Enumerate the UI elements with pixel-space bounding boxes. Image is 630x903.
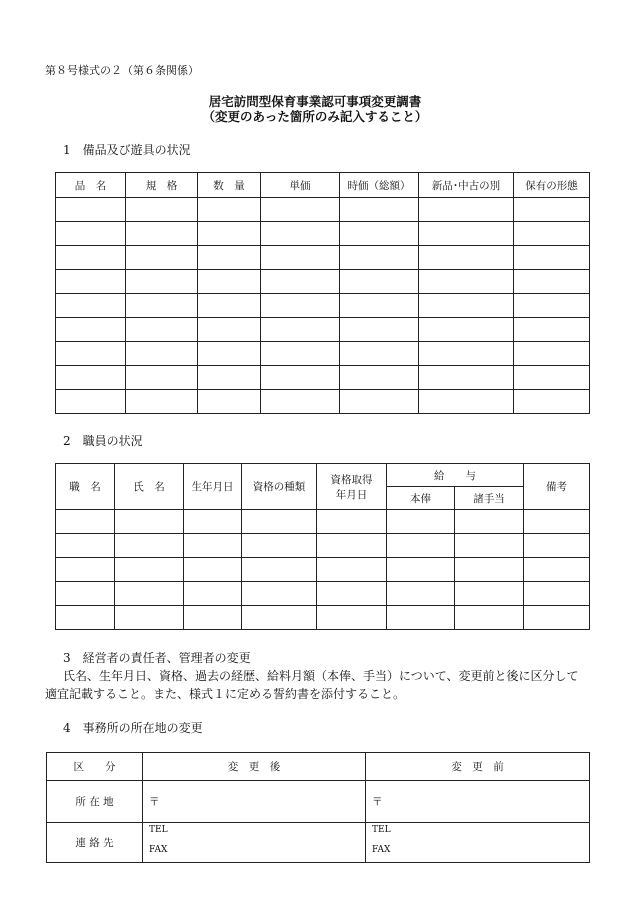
col-item-name: 品 名 bbox=[56, 173, 126, 198]
col-job-title: 職 名 bbox=[56, 464, 115, 510]
table-cell[interactable] bbox=[184, 558, 242, 582]
table-row bbox=[56, 294, 590, 318]
table-cell[interactable] bbox=[115, 558, 184, 582]
table-cell[interactable] bbox=[524, 606, 590, 630]
table-row bbox=[56, 558, 590, 582]
table-cell[interactable] bbox=[340, 246, 419, 270]
tel-label: TEL bbox=[372, 825, 391, 835]
table-cell[interactable] bbox=[126, 390, 198, 414]
table-row bbox=[56, 534, 590, 558]
table-cell[interactable] bbox=[317, 510, 387, 534]
col-name: 氏 名 bbox=[115, 464, 184, 510]
table-cell[interactable] bbox=[317, 534, 387, 558]
table-cell[interactable] bbox=[56, 366, 126, 390]
table-cell[interactable] bbox=[198, 294, 261, 318]
table-cell[interactable] bbox=[56, 606, 115, 630]
table-cell[interactable] bbox=[514, 270, 590, 294]
table-row bbox=[56, 606, 590, 630]
table-cell[interactable] bbox=[524, 558, 590, 582]
table-cell[interactable] bbox=[184, 582, 242, 606]
section3-heading: 3 経営者の責任者、管理者の変更 bbox=[63, 651, 251, 665]
table-cell[interactable] bbox=[198, 390, 261, 414]
table-row bbox=[56, 510, 590, 534]
table-row bbox=[56, 342, 590, 366]
table-cell[interactable] bbox=[261, 270, 340, 294]
table-cell[interactable] bbox=[56, 198, 126, 222]
tel-label: TEL bbox=[149, 825, 168, 835]
col-before-change: 変 更 前 bbox=[366, 753, 590, 781]
table-cell[interactable] bbox=[524, 510, 590, 534]
table-row bbox=[56, 318, 590, 342]
col-quantity: 数 量 bbox=[198, 173, 261, 198]
table-cell[interactable] bbox=[126, 342, 198, 366]
contact-label: 連 絡 先 bbox=[47, 823, 143, 863]
table-cell[interactable] bbox=[56, 342, 126, 366]
address-label: 所 在 地 bbox=[47, 781, 143, 823]
address-after-field[interactable] bbox=[143, 781, 366, 823]
col-after-change: 変 更 後 bbox=[143, 753, 366, 781]
table-cell[interactable] bbox=[126, 294, 198, 318]
table-cell[interactable] bbox=[56, 270, 126, 294]
table-cell[interactable] bbox=[198, 318, 261, 342]
section4-heading: 4 事務所の所在地の変更 bbox=[63, 721, 203, 735]
table-cell[interactable] bbox=[524, 534, 590, 558]
table-row bbox=[56, 198, 590, 222]
postal-mark: 〒 bbox=[372, 796, 383, 808]
section1-heading: 1 備品及び遊具の状況 bbox=[63, 143, 191, 157]
table-cell[interactable] bbox=[56, 558, 115, 582]
table-cell[interactable] bbox=[514, 294, 590, 318]
table-cell[interactable] bbox=[56, 246, 126, 270]
table-cell[interactable] bbox=[340, 342, 419, 366]
table-cell[interactable] bbox=[184, 534, 242, 558]
table-cell[interactable] bbox=[419, 222, 514, 246]
table-cell[interactable] bbox=[317, 582, 387, 606]
table-cell[interactable] bbox=[514, 246, 590, 270]
col-qualification-type: 資格の種類 bbox=[242, 464, 317, 510]
table-cell[interactable] bbox=[56, 390, 126, 414]
table-cell[interactable] bbox=[56, 294, 126, 318]
table-cell[interactable] bbox=[261, 294, 340, 318]
table-cell[interactable] bbox=[524, 582, 590, 606]
table-cell[interactable] bbox=[56, 222, 126, 246]
table-row bbox=[56, 270, 590, 294]
table-cell[interactable] bbox=[115, 510, 184, 534]
table-cell[interactable] bbox=[126, 366, 198, 390]
table-cell[interactable] bbox=[419, 270, 514, 294]
table-cell[interactable] bbox=[126, 318, 198, 342]
table-cell[interactable] bbox=[387, 606, 455, 630]
table-cell[interactable] bbox=[261, 366, 340, 390]
table-cell[interactable] bbox=[387, 510, 455, 534]
table-header-row bbox=[47, 753, 590, 781]
table-cell[interactable] bbox=[184, 510, 242, 534]
col-unit-price: 単価 bbox=[261, 173, 340, 198]
form-number: 第８号様式の２（第６条関係） bbox=[45, 64, 199, 77]
table-cell[interactable] bbox=[198, 246, 261, 270]
contact-row bbox=[47, 823, 590, 863]
table-cell[interactable] bbox=[340, 222, 419, 246]
contact-before-field[interactable] bbox=[366, 823, 590, 863]
table-cell[interactable] bbox=[419, 318, 514, 342]
section2-heading: 2 職員の状況 bbox=[63, 434, 143, 448]
table-cell[interactable] bbox=[198, 270, 261, 294]
table-cell[interactable] bbox=[198, 198, 261, 222]
col-new-used: 新品･中古の別 bbox=[419, 173, 514, 198]
table-cell[interactable] bbox=[126, 246, 198, 270]
table-cell[interactable] bbox=[56, 318, 126, 342]
table-cell[interactable] bbox=[126, 222, 198, 246]
table-row bbox=[56, 366, 590, 390]
table-cell[interactable] bbox=[242, 582, 317, 606]
table-cell[interactable] bbox=[387, 558, 455, 582]
col-salary: 給 与 bbox=[387, 464, 524, 487]
col-remarks: 備考 bbox=[524, 464, 590, 510]
table-cell[interactable] bbox=[455, 582, 524, 606]
table-cell[interactable] bbox=[126, 270, 198, 294]
table-cell[interactable] bbox=[261, 390, 340, 414]
table-cell[interactable] bbox=[419, 246, 514, 270]
staff-table bbox=[55, 463, 590, 630]
fax-label: FAX bbox=[372, 845, 391, 855]
section3-body: 氏名、生年月日、資格、過去の経歴、給料月額（本俸、手当）について、変更前と後に区分して適宜記載すること。また、様式１に定める誓約書を添付すること。 bbox=[45, 669, 579, 701]
office-location-table bbox=[46, 752, 590, 863]
qual-date-line2: 年月日 bbox=[335, 488, 368, 501]
table-header-row bbox=[56, 464, 590, 487]
table-cell[interactable] bbox=[340, 270, 419, 294]
table-cell[interactable] bbox=[317, 558, 387, 582]
table-cell[interactable] bbox=[514, 366, 590, 390]
table-cell[interactable] bbox=[56, 534, 115, 558]
table-cell[interactable] bbox=[340, 318, 419, 342]
table-cell[interactable] bbox=[340, 198, 419, 222]
table-cell[interactable] bbox=[387, 534, 455, 558]
table-cell[interactable] bbox=[56, 510, 115, 534]
table-cell[interactable] bbox=[261, 198, 340, 222]
col-birthdate: 生年月日 bbox=[184, 464, 242, 510]
table-row bbox=[56, 390, 590, 414]
table-cell[interactable] bbox=[514, 222, 590, 246]
col-spec: 規 格 bbox=[126, 173, 198, 198]
table-cell[interactable] bbox=[514, 390, 590, 414]
table-cell[interactable] bbox=[340, 294, 419, 318]
table-cell[interactable] bbox=[198, 342, 261, 366]
table-cell[interactable] bbox=[126, 198, 198, 222]
table-cell[interactable] bbox=[455, 534, 524, 558]
table-cell[interactable] bbox=[184, 606, 242, 630]
table-cell[interactable] bbox=[317, 606, 387, 630]
table-cell[interactable] bbox=[455, 510, 524, 534]
table-cell[interactable] bbox=[56, 582, 115, 606]
col-qualification-date bbox=[317, 464, 387, 510]
table-cell[interactable] bbox=[242, 558, 317, 582]
equipment-table bbox=[55, 172, 590, 414]
table-cell[interactable] bbox=[419, 198, 514, 222]
table-row bbox=[56, 246, 590, 270]
address-before-field[interactable] bbox=[366, 781, 590, 823]
table-cell[interactable] bbox=[261, 318, 340, 342]
table-cell[interactable] bbox=[242, 534, 317, 558]
document-title: 居宅訪問型保育事業認可事項変更調書 bbox=[208, 94, 422, 109]
table-cell[interactable] bbox=[455, 558, 524, 582]
table-cell[interactable] bbox=[514, 198, 590, 222]
table-cell[interactable] bbox=[419, 294, 514, 318]
table-cell[interactable] bbox=[419, 390, 514, 414]
col-category: 区 分 bbox=[47, 753, 143, 781]
table-header-row bbox=[56, 173, 590, 198]
table-cell[interactable] bbox=[261, 342, 340, 366]
table-cell[interactable] bbox=[115, 582, 184, 606]
table-row bbox=[56, 582, 590, 606]
fax-label: FAX bbox=[149, 845, 168, 855]
table-cell[interactable] bbox=[115, 534, 184, 558]
address-row bbox=[47, 781, 590, 823]
col-market-value: 時価（総額） bbox=[340, 173, 419, 198]
table-row bbox=[56, 222, 590, 246]
table-cell[interactable] bbox=[242, 510, 317, 534]
contact-after-field[interactable] bbox=[143, 823, 366, 863]
table-cell[interactable] bbox=[419, 366, 514, 390]
postal-mark: 〒 bbox=[149, 796, 160, 808]
table-cell[interactable] bbox=[261, 222, 340, 246]
table-cell[interactable] bbox=[261, 246, 340, 270]
table-cell[interactable] bbox=[387, 582, 455, 606]
table-cell[interactable] bbox=[242, 606, 317, 630]
table-cell[interactable] bbox=[115, 606, 184, 630]
qual-date-line1: 資格取得 bbox=[330, 473, 373, 486]
table-cell[interactable] bbox=[198, 366, 261, 390]
col-allowance: 諸手当 bbox=[455, 487, 524, 510]
col-base-pay: 本俸 bbox=[387, 487, 455, 510]
col-ownership: 保有の形態 bbox=[514, 173, 590, 198]
table-cell[interactable] bbox=[340, 366, 419, 390]
document-subtitle: （変更のあった箇所のみ記入すること） bbox=[202, 109, 428, 124]
table-cell[interactable] bbox=[340, 390, 419, 414]
table-cell[interactable] bbox=[198, 222, 261, 246]
table-cell[interactable] bbox=[455, 606, 524, 630]
table-cell[interactable] bbox=[514, 318, 590, 342]
table-cell[interactable] bbox=[419, 342, 514, 366]
table-cell[interactable] bbox=[514, 342, 590, 366]
